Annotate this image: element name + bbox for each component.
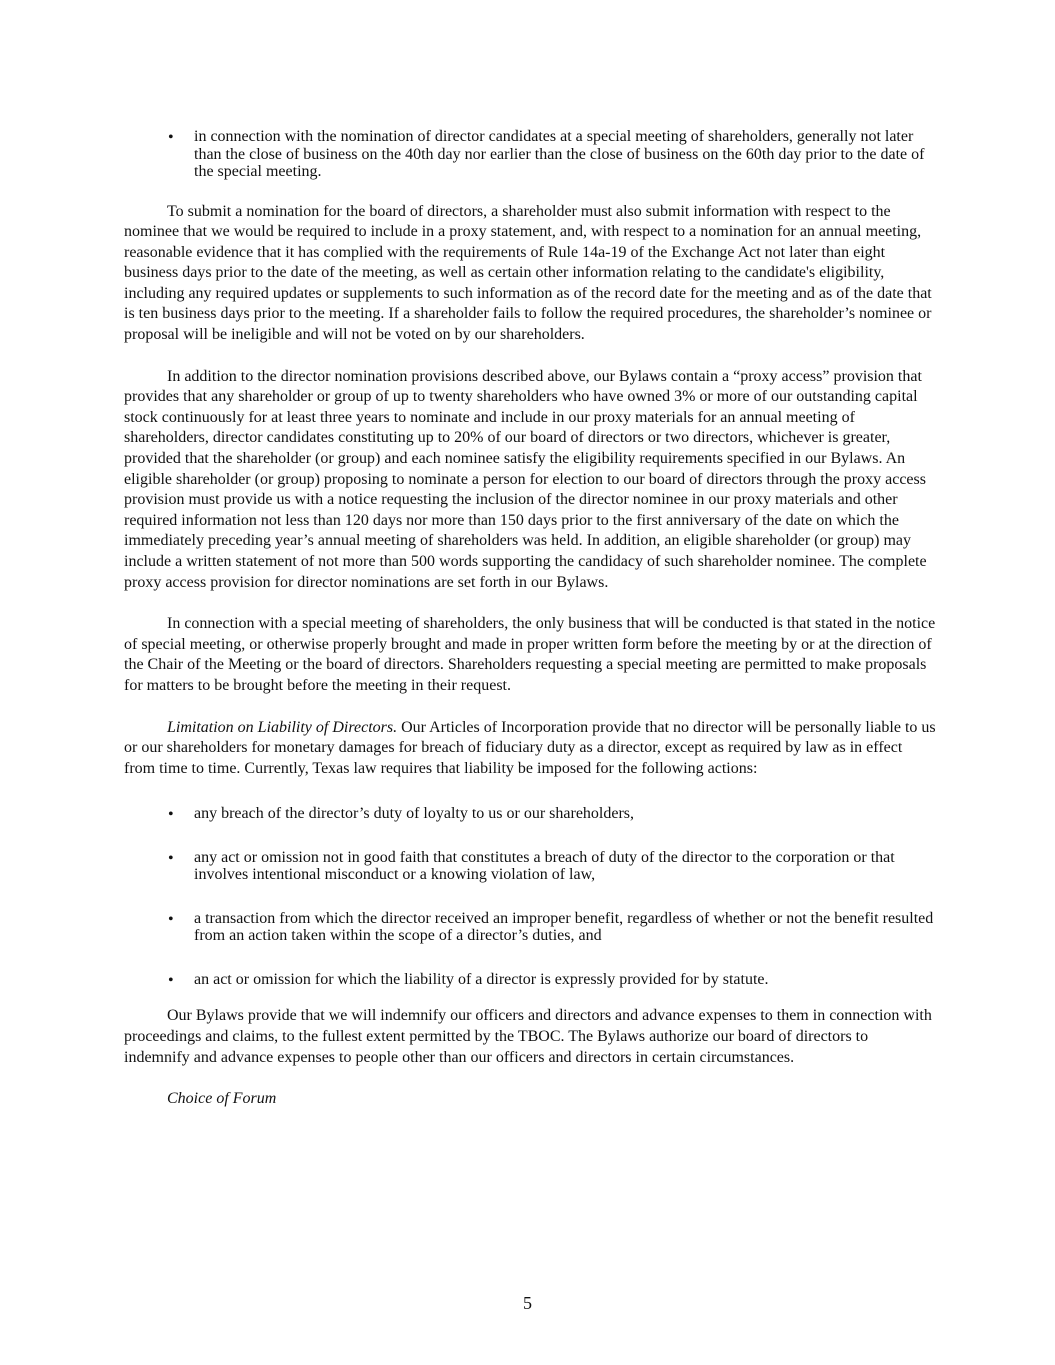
list-item [124,971,936,989]
list-item [124,849,936,884]
bullet-marker: • [168,806,174,824]
paragraph: To submit a nomination for the board of directors, a shareholder must also submit information with respect to the nominee that we would be required to include in a proxy statement, and, with respect to a nomination for an annual meeting, reasonable evidence that it has complied with the requirements of Rule 14a-19 of the Exchange Act not later than eight business days prior to the date of the meeting, as well as certain other information relating to the candidate's eligibility, including any required updates or supplements to such information as of the record date for the meeting and as of the date that is ten business days prior to the meeting. If a shareholder fails to follow the required procedures, the shareholder’s nominee or proposal will be ineligible and will not be voted on by our shareholders. [124,202,932,344]
list-item [124,910,936,945]
paragraph: In connection with a special meeting of shareholders, the only business that will be conducted is that stated in the notice of special meeting, or otherwise properly brought and made in proper written form before the meeting by or at the direction of the Chair of the Meeting or the board of directors. Shareholders requesting a special meeting are permitted to make proposals for matters to be brought before the meeting in their request. [124,615,936,694]
bullet-marker: • [168,971,174,989]
list-item-text: in connection with the nomination of director candidates at a special meeting of shareholders, generally not later than the close of business on the 40th day nor earlier than the close of business on the 60th day prior to the date of the special meeting. [194,128,925,180]
paragraph: In addition to the director nomination provisions described above, our Bylaws contain a “proxy access” provision that provides that any shareholder or group of up to twenty shareholders who have owned 3% or more of our outstanding capital stock continuously for at least three years to nominate and include in our proxy materials for an annual meeting of shareholders, director candidates constituting up to 20% of our board of directors or two directors, whichever is greater, provided that the shareholder (or group) and each nominee satisfy the eligibility requirements specified in our Bylaws. An eligible shareholder (or group) proposing to nominate a person for election to our board of directors through the proxy access provision must provide us with a notice requesting the inclusion of the director nominee in our proxy materials and other required information not less than 120 days nor more than 150 days prior to the first anniversary of the date on which the immediately preceding year’s annual meeting of shareholders was held. In addition, an eligible shareholder (or group) may include a written statement of not more than 500 words supporting the candidacy of such shareholder nominee. The complete proxy access provision for director nominations are set forth in our Bylaws. [124,367,927,591]
document-body [124,128,936,1110]
list-item [124,128,936,181]
bullet-marker: • [168,129,174,146]
list-item [124,805,936,823]
list-item-text: an act or omission for which the liability of a director is expressly provided for by statute. [194,970,769,988]
choice-heading-text: Choice of Forum [167,1090,277,1108]
section-heading: Limitation on Liability of Directors. [167,718,398,736]
liability-paragraph [124,718,936,780]
list-item-text: any act or omission not in good faith that constitutes a breach of duty of the director to the corporation or that involves intentional misconduct or a knowing violation of law, [194,848,895,884]
paragraph: Our Bylaws provide that we will indemnify our officers and directors and advance expenses to them in connection with proceedings and claims, to the fullest extent permitted by the TBOC. The Bylaws authorize our board of directors to indemnify and advance expenses to people other than our officers and directors in certain circumstances. [124,1007,932,1066]
list-item-text: a transaction from which the director received an improper benefit, regardless of whether or not the benefit resulted from an action taken within the scope of a director’s duties, and [194,909,934,945]
bullet-marker: • [168,910,174,928]
page-number: 5 [523,1293,532,1313]
subsection-heading [124,1089,936,1110]
bullet-marker: • [168,849,174,867]
paragraph-text: Our Articles of Incorporation provide that no director will be personally liable to us or our shareholders for monetary damages for breach of fiduciary duty as a director, except as required by law as in effect from time to time. Currently, Texas law requires that liability be imposed for the following actions: [124,718,936,777]
list-item-text: any breach of the director’s duty of loyalty to us or our shareholders, [194,805,635,823]
